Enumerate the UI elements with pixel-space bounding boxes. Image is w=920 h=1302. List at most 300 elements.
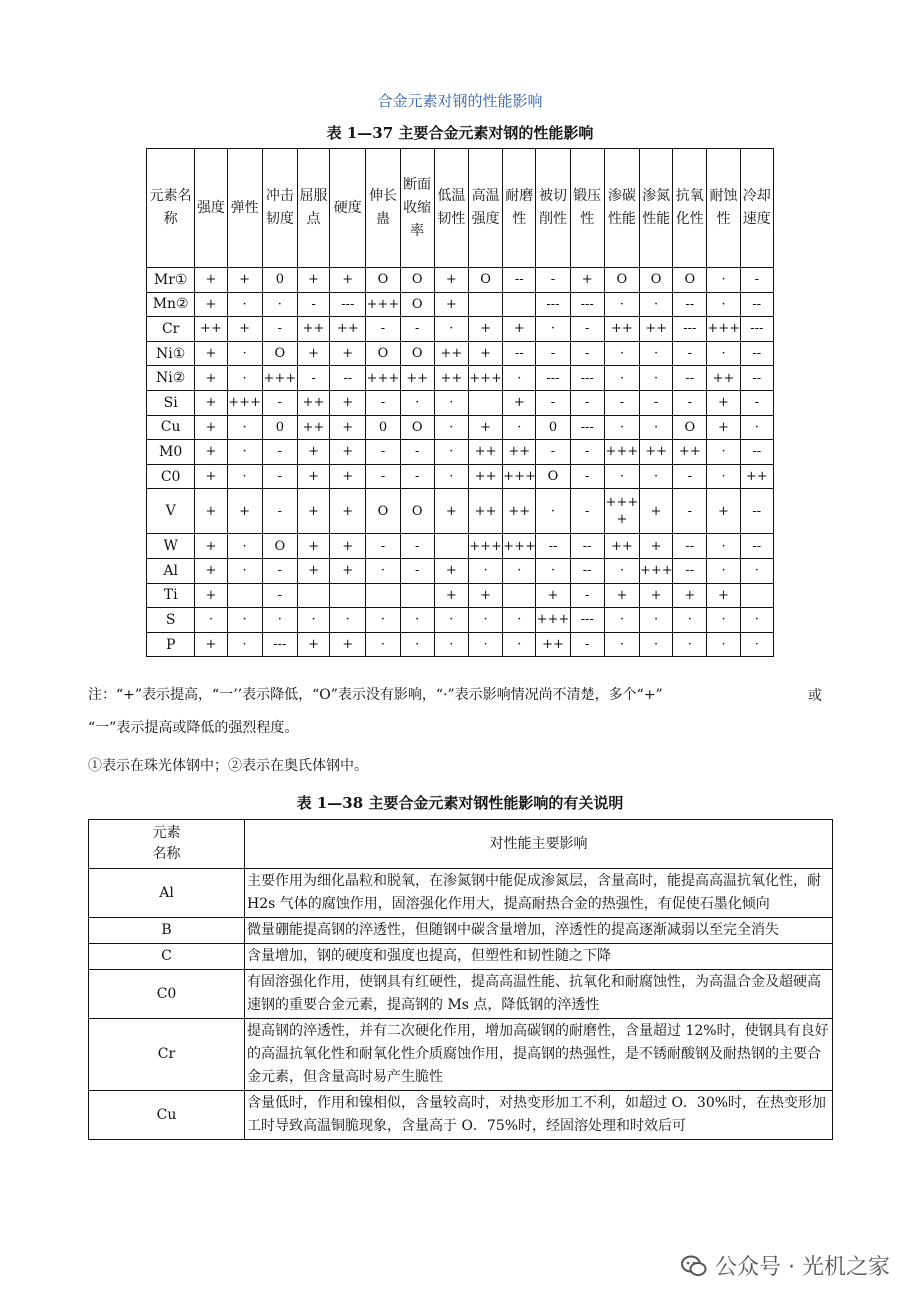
effect-description-cell: 主要作用为细化晶粒和脱氧，在渗氮钢中能促成渗氮层，含量高时，能提高高温抗氧化性，耐 H2s 气体的腐蚀作用，固溶强化作用大，提高耐热合金的热强性，有促使石墨化倾向 — [245, 869, 833, 918]
effect-cell: ++ — [673, 440, 707, 465]
effect-cell: O — [468, 268, 502, 293]
effect-cell: O — [400, 489, 434, 534]
effect-cell: ++ — [604, 317, 639, 342]
effect-cell: + — [434, 292, 468, 317]
effect-cell: + — [707, 489, 740, 534]
element-cell: V — [147, 489, 195, 534]
table2-header-name: 元素 名称 — [89, 820, 245, 869]
element-cell: Cr — [147, 317, 195, 342]
effect-cell: O — [640, 268, 673, 293]
effect-cell — [366, 583, 400, 608]
effect-cell: · — [707, 608, 740, 633]
effect-description-cell: 含量低时，作用和镍相似，含量较高时，对热变形加工不利，如超过 O．30%时，在热变形加工时导致高温铜脆现象，含量高于 O．75%时，经固溶处理和时效后可 — [245, 1091, 833, 1140]
effect-cell: ++ — [330, 317, 366, 342]
effect-cell: + — [434, 558, 468, 583]
effect-cell: -- — [740, 534, 773, 559]
effect-cell: · — [400, 390, 434, 415]
effect-cell: O — [536, 464, 570, 489]
page-title-link[interactable]: 合金元素对钢的性能影响 — [377, 92, 543, 110]
effect-cell: + — [330, 632, 366, 657]
effect-cell: -- — [503, 268, 536, 293]
effect-cell: + — [503, 390, 536, 415]
effect-cell: · — [707, 632, 740, 657]
effect-cell: + — [330, 268, 366, 293]
effect-cell: · — [297, 608, 329, 633]
effect-cell: + — [570, 268, 604, 293]
effect-cell: + — [297, 558, 329, 583]
element-cell: Ni② — [147, 366, 195, 391]
effect-cell: - — [400, 464, 434, 489]
header-property: 屈服点 — [297, 149, 329, 268]
watermark-text: 公众号 · 光机之家 — [715, 1255, 890, 1280]
effect-cell — [503, 292, 536, 317]
effect-cell — [227, 583, 262, 608]
effect-cell: · — [434, 440, 468, 465]
effect-cell: · — [434, 464, 468, 489]
effect-cell: · — [604, 558, 639, 583]
effect-cell: O — [604, 268, 639, 293]
effect-cell: + — [227, 489, 262, 534]
effect-cell: - — [297, 366, 329, 391]
effect-cell: · — [434, 632, 468, 657]
effect-cell: · — [740, 415, 773, 440]
effect-cell: · — [227, 464, 262, 489]
effect-cell: -- — [570, 558, 604, 583]
effect-cell: + — [330, 558, 366, 583]
table2-header-effect: 对性能主要影响 — [245, 820, 833, 869]
effect-cell: · — [400, 608, 434, 633]
effect-cell: - — [536, 268, 570, 293]
effect-cell: · — [434, 390, 468, 415]
element-cell: Ni① — [147, 341, 195, 366]
effect-cell: - — [604, 390, 639, 415]
header-property: 冷却速度 — [740, 149, 773, 268]
effect-cell: ++ — [400, 366, 434, 391]
effect-cell: · — [707, 292, 740, 317]
element-name-cell: Cu — [89, 1091, 245, 1140]
effect-cell: - — [740, 390, 773, 415]
header-property: 耐磨性 — [503, 149, 536, 268]
effect-cell: - — [570, 464, 604, 489]
effect-cell: - — [262, 464, 297, 489]
effect-cell: + — [330, 415, 366, 440]
effect-cell: · — [604, 366, 639, 391]
note-line-3: ①表示在珠光体钢中；②表示在奥氏体钢中。 — [88, 758, 368, 774]
table-row — [147, 608, 774, 633]
effect-cell: + — [195, 632, 227, 657]
effect-cell: + — [604, 583, 639, 608]
effect-cell: --- — [570, 415, 604, 440]
effect-cell: · — [366, 558, 400, 583]
effect-description-cell: 微量硼能提高钢的淬透性，但随钢中碳含量增加，淬透性的提高逐渐减弱以至完全消失 — [245, 918, 833, 944]
effect-cell — [434, 534, 468, 559]
element-name-cell: C — [89, 944, 245, 970]
effect-cell: ++ — [604, 534, 639, 559]
effect-cell: + — [297, 341, 329, 366]
effect-cell: · — [503, 632, 536, 657]
effect-cell: - — [673, 390, 707, 415]
effect-cell: · — [330, 608, 366, 633]
effect-cell: + — [707, 583, 740, 608]
effect-cell: · — [604, 292, 639, 317]
effect-cell: 0 — [262, 268, 297, 293]
effect-cell: + — [468, 583, 502, 608]
effect-cell: +++ — [640, 558, 673, 583]
effect-cell: + — [195, 268, 227, 293]
effect-cell: - — [262, 489, 297, 534]
note-line-2: “一”表示提高或降低的强烈程度。 — [88, 720, 299, 736]
table2-caption: 表 1—38 主要合金元素对钢性能影响的有关说明 — [296, 794, 624, 812]
effect-cell: ++ — [503, 440, 536, 465]
effect-cell: --- — [740, 317, 773, 342]
effect-cell: + — [468, 341, 502, 366]
effect-cell: ++ — [434, 366, 468, 391]
effect-cell: · — [227, 440, 262, 465]
effect-cell: · — [740, 558, 773, 583]
table-row — [147, 489, 774, 534]
effect-cell: + — [330, 534, 366, 559]
effect-cell — [400, 583, 434, 608]
effect-cell: + — [195, 341, 227, 366]
effect-cell: + — [227, 317, 262, 342]
effect-cell: O — [366, 341, 400, 366]
header-property: 渗氮性能 — [640, 149, 673, 268]
effect-cell: · — [640, 415, 673, 440]
effect-cell: + — [503, 317, 536, 342]
table1-header-row — [147, 149, 774, 268]
effect-cell: · — [640, 341, 673, 366]
table-row — [147, 632, 774, 657]
effect-cell: - — [262, 390, 297, 415]
effect-cell — [468, 390, 502, 415]
effect-cell: --- — [570, 608, 604, 633]
effect-cell: + — [195, 489, 227, 534]
element-cell: C0 — [147, 464, 195, 489]
effect-cell: -- — [570, 534, 604, 559]
effect-cell: ++ — [468, 489, 502, 534]
effect-cell: · — [536, 558, 570, 583]
effect-cell: + — [297, 489, 329, 534]
table-row — [89, 970, 833, 1019]
effect-cell: +++ — [503, 534, 536, 559]
effect-cell — [740, 583, 773, 608]
element-cell: Mn② — [147, 292, 195, 317]
header-element-name: 元素名称 — [147, 149, 195, 268]
effect-cell: O — [400, 415, 434, 440]
effect-cell: - — [366, 317, 400, 342]
effect-cell: + — [468, 415, 502, 440]
effect-cell: · — [227, 558, 262, 583]
header-property: 冲击韧度 — [262, 149, 297, 268]
effect-cell: · — [366, 632, 400, 657]
element-name-cell: B — [89, 918, 245, 944]
effect-cell — [330, 583, 366, 608]
header-property: 高温强度 — [468, 149, 502, 268]
effect-cell: -- — [740, 489, 773, 534]
effect-cell: - — [570, 390, 604, 415]
effect-cell: - — [262, 440, 297, 465]
effect-cell: + — [227, 268, 262, 293]
effect-cell — [468, 292, 502, 317]
effect-cell: · — [707, 440, 740, 465]
effect-cell: ++ — [640, 440, 673, 465]
effect-cell: -- — [673, 558, 707, 583]
effect-cell: +++ — [468, 366, 502, 391]
effect-cell: O — [673, 415, 707, 440]
effect-cell: · — [434, 608, 468, 633]
effect-cell: · — [503, 366, 536, 391]
effect-cell: · — [640, 632, 673, 657]
effect-cell: - — [570, 632, 604, 657]
effect-cell: · — [604, 341, 639, 366]
effect-cell: · — [536, 489, 570, 534]
effect-cell: · — [740, 608, 773, 633]
effect-cell: ++ — [195, 317, 227, 342]
effect-cell: · — [536, 317, 570, 342]
table-row — [147, 317, 774, 342]
effect-cell: ++ — [468, 464, 502, 489]
effect-cell: +++ — [536, 608, 570, 633]
effect-cell: · — [227, 341, 262, 366]
effect-cell: + — [297, 268, 329, 293]
effect-cell: · — [604, 632, 639, 657]
element-name-cell: C0 — [89, 970, 245, 1019]
watermark — [681, 1250, 890, 1281]
effect-cell: +++ — [707, 317, 740, 342]
effect-cell: + — [195, 292, 227, 317]
table-row — [89, 944, 833, 970]
element-cell: Cu — [147, 415, 195, 440]
effect-description-cell: 有固溶强化作用，使钢具有红硬性，提高高温性能、抗氧化和耐腐蚀性，为高温合金及超硬高速钢的重要合金元素，提高钢的 Ms 点，降低钢的淬透性 — [245, 970, 833, 1019]
effect-cell — [503, 583, 536, 608]
effect-cell: + — [297, 464, 329, 489]
effect-cell: - — [262, 558, 297, 583]
effect-cell: --- — [262, 632, 297, 657]
effect-cell: - — [366, 534, 400, 559]
table2 — [88, 819, 833, 1140]
effect-cell: +++ + — [604, 489, 639, 534]
effect-cell: - — [536, 390, 570, 415]
effect-cell: 0 — [366, 415, 400, 440]
effect-cell: + — [707, 415, 740, 440]
table-row — [147, 268, 774, 293]
header-property: 渗碳性能 — [604, 149, 639, 268]
effect-cell: - — [570, 341, 604, 366]
effect-cell: · — [366, 608, 400, 633]
effect-cell: · — [503, 558, 536, 583]
effect-cell: · — [673, 608, 707, 633]
table-row — [147, 292, 774, 317]
effect-cell: + — [195, 366, 227, 391]
effect-cell: · — [434, 415, 468, 440]
effect-cell: - — [262, 317, 297, 342]
effect-cell: --- — [330, 292, 366, 317]
table-row — [89, 918, 833, 944]
table-row — [147, 558, 774, 583]
table-row — [147, 440, 774, 465]
effect-cell: 0 — [262, 415, 297, 440]
effect-cell: · — [673, 632, 707, 657]
table-row — [147, 341, 774, 366]
effect-cell: · — [262, 292, 297, 317]
effect-cell: - — [640, 390, 673, 415]
effect-cell: + — [536, 583, 570, 608]
effect-cell: ++ — [297, 415, 329, 440]
effect-cell: · — [227, 534, 262, 559]
element-cell: Si — [147, 390, 195, 415]
effect-cell: + — [673, 583, 707, 608]
effect-cell: - — [673, 489, 707, 534]
effect-cell: + — [330, 440, 366, 465]
effect-cell: - — [262, 583, 297, 608]
effect-cell: - — [536, 440, 570, 465]
effect-cell: + — [434, 489, 468, 534]
effect-cell: -- — [536, 534, 570, 559]
effect-cell: · — [640, 366, 673, 391]
effect-cell: · — [707, 268, 740, 293]
effect-cell: --- — [673, 317, 707, 342]
effect-cell: 0 — [536, 415, 570, 440]
effect-description-cell: 含量增加，钢的硬度和强度也提高，但塑性和韧性随之下降 — [245, 944, 833, 970]
effect-cell: + — [297, 632, 329, 657]
effect-cell: · — [227, 366, 262, 391]
effect-cell: - — [570, 440, 604, 465]
effect-cell: +++ — [366, 366, 400, 391]
element-name-cell: Al — [89, 869, 245, 918]
element-cell: S — [147, 608, 195, 633]
effect-cell: ++ — [468, 440, 502, 465]
effect-cell: +++ — [227, 390, 262, 415]
effect-cell: O — [366, 268, 400, 293]
effect-cell: + — [640, 534, 673, 559]
table-row — [147, 583, 774, 608]
effect-cell: · — [640, 292, 673, 317]
table-row — [89, 1019, 833, 1091]
effect-cell: --- — [536, 366, 570, 391]
effect-cell: -- — [673, 534, 707, 559]
effect-cell: +++ — [503, 464, 536, 489]
effect-cell: + — [195, 415, 227, 440]
effect-cell: · — [707, 341, 740, 366]
effect-cell — [297, 583, 329, 608]
effect-cell: -- — [503, 341, 536, 366]
effect-cell: ++ — [297, 317, 329, 342]
effect-cell: - — [400, 534, 434, 559]
effect-cell: + — [195, 534, 227, 559]
effect-cell: ++ — [740, 464, 773, 489]
effect-cell: + — [330, 341, 366, 366]
effect-cell: + — [330, 464, 366, 489]
effect-cell: · — [227, 608, 262, 633]
effect-cell: O — [366, 489, 400, 534]
effect-cell: + — [195, 583, 227, 608]
effect-cell: · — [227, 632, 262, 657]
effect-cell: · — [707, 464, 740, 489]
effect-cell: + — [195, 440, 227, 465]
effect-cell: + — [468, 317, 502, 342]
table-row — [89, 869, 833, 918]
effect-cell: -- — [740, 341, 773, 366]
effect-cell: · — [707, 534, 740, 559]
element-cell: W — [147, 534, 195, 559]
effect-cell: O — [673, 268, 707, 293]
header-property: 耐蚀性 — [707, 149, 740, 268]
effect-cell: - — [673, 464, 707, 489]
effect-cell: --- — [570, 292, 604, 317]
effect-cell: · — [503, 415, 536, 440]
element-cell: Ti — [147, 583, 195, 608]
header-property: 伸长蛊 — [366, 149, 400, 268]
effect-cell: · — [434, 317, 468, 342]
effect-cell: - — [570, 489, 604, 534]
effect-cell: O — [400, 292, 434, 317]
effect-cell: + — [434, 268, 468, 293]
effect-cell: - — [297, 292, 329, 317]
effect-cell: + — [330, 390, 366, 415]
effect-cell: O — [400, 341, 434, 366]
effect-cell: · — [227, 292, 262, 317]
effect-cell: +++ — [468, 534, 502, 559]
element-name-cell: Cr — [89, 1019, 245, 1091]
effect-cell: · — [468, 608, 502, 633]
effect-cell: · — [640, 608, 673, 633]
note-line-1: 注：“+”表示提高，“一’’表示降低，“O”表示没有影响，“·”表示影响情况尚不清楚，多个“+” — [88, 687, 663, 703]
table-row — [147, 390, 774, 415]
effect-cell: +++ — [262, 366, 297, 391]
effect-cell: - — [673, 341, 707, 366]
effect-cell: +++ — [366, 292, 400, 317]
effect-cell: + — [195, 390, 227, 415]
header-property: 硬度 — [330, 149, 366, 268]
effect-cell: · — [740, 632, 773, 657]
effect-cell: · — [468, 632, 502, 657]
effect-cell: ++ — [503, 489, 536, 534]
table-row — [89, 1091, 833, 1140]
header-property: 断面收缩率 — [400, 149, 434, 268]
table-row — [147, 415, 774, 440]
effect-cell: · — [503, 608, 536, 633]
effect-cell: + — [195, 558, 227, 583]
table1 — [146, 148, 774, 657]
table2-header-row — [89, 820, 833, 869]
effect-cell: - — [366, 390, 400, 415]
effect-cell: · — [400, 632, 434, 657]
table1-caption: 表 1—37 主要合金元素对钢的性能影响 — [326, 124, 594, 142]
effect-cell: --- — [536, 292, 570, 317]
element-cell: Al — [147, 558, 195, 583]
effect-cell: --- — [570, 366, 604, 391]
header-property: 抗氧化性 — [673, 149, 707, 268]
effect-cell: + — [297, 440, 329, 465]
effect-cell: · — [604, 464, 639, 489]
effect-cell: - — [400, 440, 434, 465]
effect-cell: ++ — [297, 390, 329, 415]
wechat-icon — [681, 1254, 707, 1278]
effect-cell: · — [195, 608, 227, 633]
effect-cell: +++ — [604, 440, 639, 465]
effect-cell: - — [400, 317, 434, 342]
effect-cell: - — [536, 341, 570, 366]
effect-cell: + — [434, 583, 468, 608]
effect-cell: O — [262, 534, 297, 559]
effect-cell: · — [604, 415, 639, 440]
effect-cell: -- — [330, 366, 366, 391]
table-row — [147, 366, 774, 391]
effect-description-cell: 提高钢的淬透性，并有二次硬化作用，增加高碳钢的耐磨性，含量超过 12%时，使钢具有良好的高温抗氧化性和耐氧化性介质腐蚀作用，提高钢的热强性，是不锈耐酸钢及耐热钢的主要合金元素，但含量高时易产生脆性 — [245, 1019, 833, 1091]
effect-cell: - — [740, 268, 773, 293]
effect-cell: - — [366, 464, 400, 489]
effect-cell: · — [262, 608, 297, 633]
